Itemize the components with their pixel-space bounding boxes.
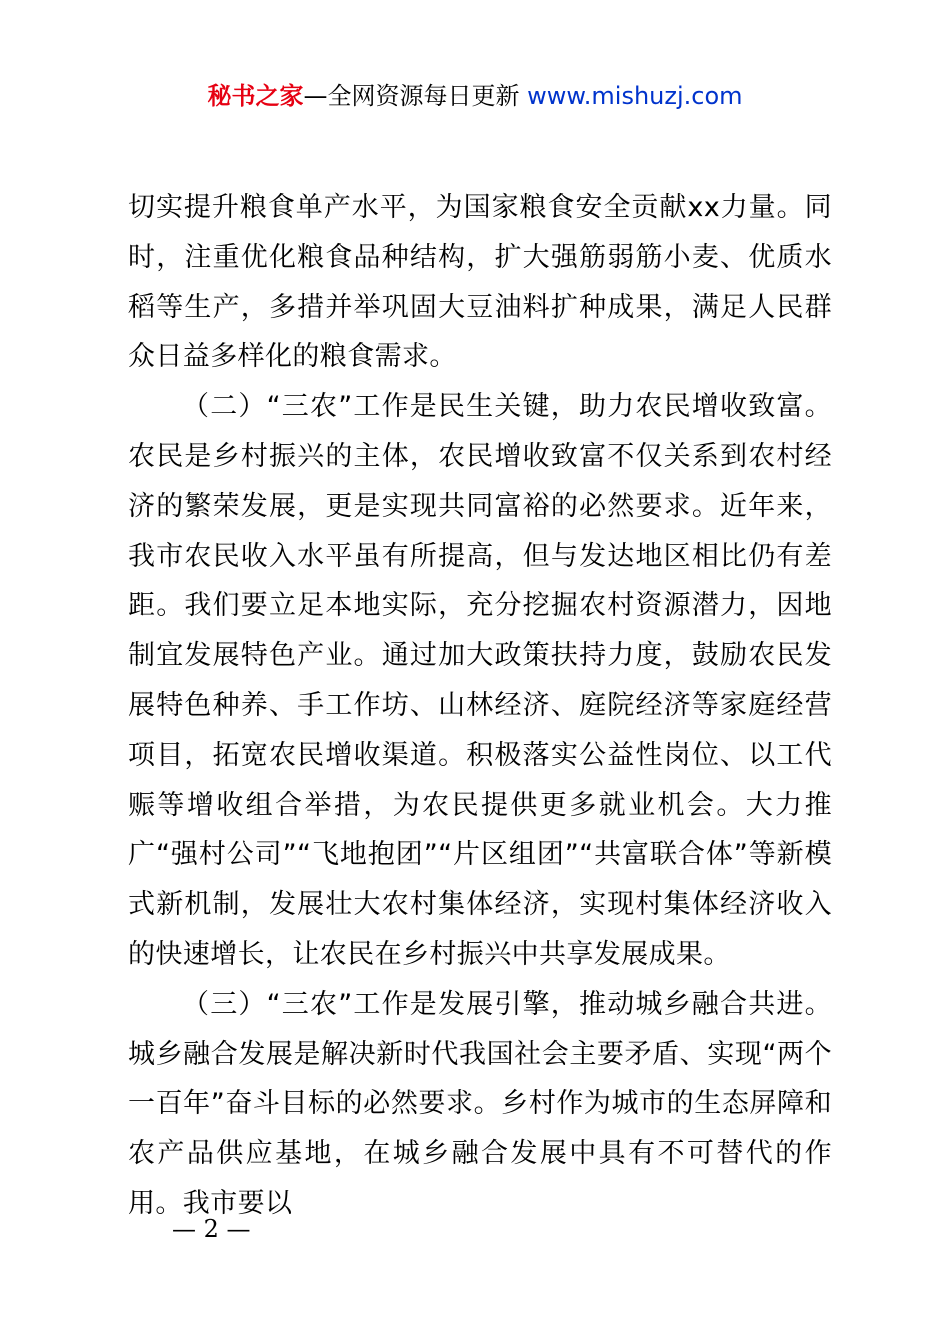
header-slogan: —全网资源每日更新	[303, 82, 520, 110]
site-url-link[interactable]: www.mishuzj.com	[527, 82, 743, 110]
site-header	[0, 80, 950, 112]
document-body	[128, 183, 832, 1229]
paragraph-section-three: （三）“三农”工作是发展引擎，推动城乡融合共进。城乡融合发展是解决新时代我国社会主要矛盾、实现“两个一百年”奋斗目标的必然要求。乡村作为城市的生态屏障和农产品供应基地，在城乡融合发展中具有不可替代的作用。我市要以	[128, 988, 832, 1219]
brand-name: 秘书之家	[207, 82, 304, 110]
page-number: — 2 —	[172, 1215, 251, 1243]
paragraph-continuation: 切实提升粮食单产水平，为国家粮食安全贡献xx力量。同时，注重优化粮食品种结构，扩大强筋弱筋小麦、优质水稻等生产，多措并举巩固大豆油料扩种成果，满足人民群众日益多样化的粮食需求。	[128, 192, 832, 373]
paragraph-section-two: （二）“三农”工作是民生关键，助力农民增收致富。农民是乡村振兴的主体，农民增收致富不仅关系到农村经济的繁荣发展，更是实现共同富裕的必然要求。近年来，我市农民收入水平虽有所提高，但与发达地区相比仍有差距。我们要立足本地实际，充分挖掘农村资源潜力，因地制宜发展特色产业。通过加大政策扶持力度，鼓励农民发展特色种养、手工作坊、山林经济、庭院经济等家庭经营项目，拓宽农民增收渠道。积极落实公益性岗位、以工代赈等增收组合举措，为农民提供更多就业机会。大力推广“强村公司”“飞地抱团”“片区组团”“共富联合体”等新模式新机制，发展壮大农村集体经济，实现村集体经济收入的快速增长，让农民在乡村振兴中共享发展成果。	[128, 391, 832, 970]
